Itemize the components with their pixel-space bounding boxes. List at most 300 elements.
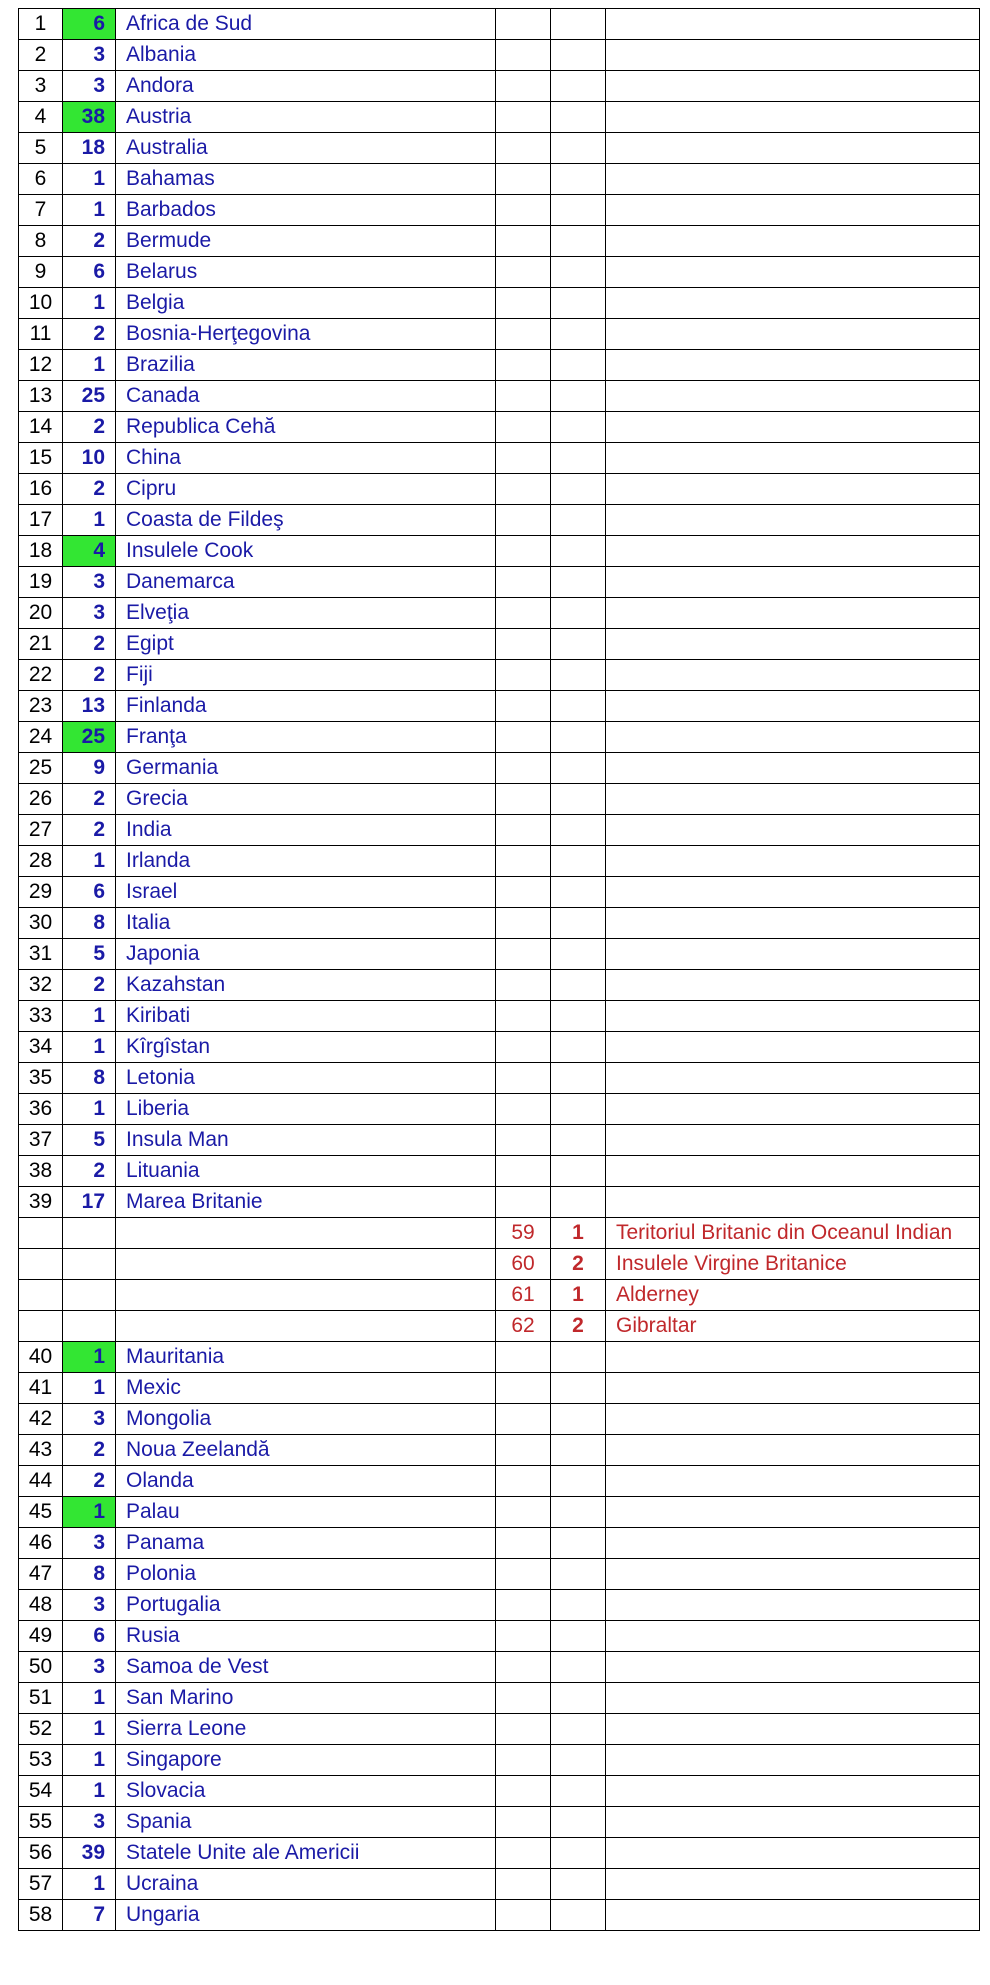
count-cell: 2 [63, 815, 116, 846]
country-name-cell: Palau [116, 1497, 496, 1528]
sub-number-cell [496, 133, 551, 164]
count-cell: 3 [63, 1528, 116, 1559]
sub-number-cell [496, 629, 551, 660]
row-number-cell: 3 [19, 71, 63, 102]
sub-number-cell [496, 1404, 551, 1435]
country-name-cell: Coasta de Fildeş [116, 505, 496, 536]
sub-count-cell [551, 629, 606, 660]
country-row [19, 381, 980, 412]
row-number-cell: 1 [19, 9, 63, 40]
country-row [19, 133, 980, 164]
sub-count-cell [551, 412, 606, 443]
sub-number-cell [496, 877, 551, 908]
count-cell: 13 [63, 691, 116, 722]
sub-number-cell [496, 1063, 551, 1094]
sub-count-cell: 1 [551, 1280, 606, 1311]
sub-count-cell [551, 908, 606, 939]
sub-name-cell [606, 970, 980, 1001]
country-name-cell: Mauritania [116, 1342, 496, 1373]
sub-number-cell [496, 536, 551, 567]
count-cell: 39 [63, 1838, 116, 1869]
row-number-cell: 53 [19, 1745, 63, 1776]
sub-name-cell [606, 443, 980, 474]
country-row [19, 1342, 980, 1373]
sub-count-cell [551, 1776, 606, 1807]
sub-count-cell [551, 1559, 606, 1590]
country-row [19, 102, 980, 133]
country-name-cell: China [116, 443, 496, 474]
sub-count-cell [551, 1094, 606, 1125]
country-name-cell: Liberia [116, 1094, 496, 1125]
sub-number-cell: 59 [496, 1218, 551, 1249]
country-row [19, 1187, 980, 1218]
row-number-cell: 50 [19, 1652, 63, 1683]
sub-name-cell [606, 1156, 980, 1187]
country-row [19, 846, 980, 877]
countries-table-body [19, 9, 980, 1931]
row-number-cell: 35 [19, 1063, 63, 1094]
sub-count-cell [551, 1869, 606, 1900]
count-cell: 8 [63, 1063, 116, 1094]
country-name-cell: Ucraina [116, 1869, 496, 1900]
sub-number-cell [496, 1466, 551, 1497]
country-name-cell: Franţa [116, 722, 496, 753]
count-cell: 1 [63, 1869, 116, 1900]
country-row [19, 691, 980, 722]
row-number-cell: 12 [19, 350, 63, 381]
sub-count-cell [551, 319, 606, 350]
sub-name-cell [606, 1404, 980, 1435]
sub-count-cell [551, 1497, 606, 1528]
count-cell: 38 [63, 102, 116, 133]
count-cell: 3 [63, 1652, 116, 1683]
sub-number-cell [496, 257, 551, 288]
sub-number-cell [496, 660, 551, 691]
sub-name-cell [606, 1683, 980, 1714]
sub-number-cell [496, 1342, 551, 1373]
sub-name-cell [606, 877, 980, 908]
sub-number-cell [496, 970, 551, 1001]
row-number-cell: 51 [19, 1683, 63, 1714]
count-cell: 1 [63, 1094, 116, 1125]
sub-number-cell [496, 1869, 551, 1900]
count-cell: 1 [63, 1342, 116, 1373]
country-row [19, 257, 980, 288]
country-row [19, 1900, 980, 1931]
country-name-cell: Israel [116, 877, 496, 908]
row-number-cell: 28 [19, 846, 63, 877]
row-number-cell: 52 [19, 1714, 63, 1745]
count-cell: 17 [63, 1187, 116, 1218]
row-number-cell: 43 [19, 1435, 63, 1466]
count-cell: 2 [63, 784, 116, 815]
sub-count-cell [551, 877, 606, 908]
country-row [19, 1528, 980, 1559]
row-number-cell: 42 [19, 1404, 63, 1435]
sub-count-cell [551, 1652, 606, 1683]
count-cell: 5 [63, 1125, 116, 1156]
sub-count-cell [551, 784, 606, 815]
sub-number-cell [496, 567, 551, 598]
country-name-cell: Kiribati [116, 1001, 496, 1032]
country-name-cell: Samoa de Vest [116, 1652, 496, 1683]
sub-number-cell [496, 846, 551, 877]
row-number-cell: 8 [19, 226, 63, 257]
sub-name-cell [606, 815, 980, 846]
sub-number-cell [496, 1528, 551, 1559]
country-name-cell: Austria [116, 102, 496, 133]
country-name-cell: Andora [116, 71, 496, 102]
sub-count-cell [551, 1187, 606, 1218]
country-name-cell: Slovacia [116, 1776, 496, 1807]
country-row [19, 226, 980, 257]
sub-number-cell [496, 1497, 551, 1528]
row-number-cell [19, 1280, 63, 1311]
count-cell: 2 [63, 226, 116, 257]
sub-number-cell [496, 195, 551, 226]
sub-number-cell [496, 753, 551, 784]
sub-count-cell [551, 1466, 606, 1497]
sub-number-cell [496, 102, 551, 133]
count-cell [63, 1311, 116, 1342]
country-row [19, 1745, 980, 1776]
country-name-cell: Kîrgîstan [116, 1032, 496, 1063]
country-row [19, 319, 980, 350]
sub-number-cell [496, 71, 551, 102]
sub-name-cell [606, 412, 980, 443]
country-row [19, 1435, 980, 1466]
count-cell: 1 [63, 288, 116, 319]
country-row [19, 598, 980, 629]
sub-number-cell [496, 598, 551, 629]
sub-name-cell [606, 1807, 980, 1838]
count-cell: 8 [63, 908, 116, 939]
sub-number-cell [496, 1559, 551, 1590]
sub-count-cell [551, 691, 606, 722]
sub-name-cell: Insulele Virgine Britanice [606, 1249, 980, 1280]
row-number-cell [19, 1311, 63, 1342]
sub-name-cell [606, 381, 980, 412]
sub-number-cell [496, 443, 551, 474]
sub-count-cell [551, 164, 606, 195]
country-row [19, 660, 980, 691]
sub-name-cell [606, 1466, 980, 1497]
count-cell: 3 [63, 71, 116, 102]
country-name-cell [116, 1280, 496, 1311]
sub-number-cell [496, 9, 551, 40]
row-number-cell: 36 [19, 1094, 63, 1125]
sub-count-cell [551, 1404, 606, 1435]
sub-number-cell [496, 1652, 551, 1683]
row-number-cell: 32 [19, 970, 63, 1001]
sub-count-cell [551, 1714, 606, 1745]
country-name-cell: Bahamas [116, 164, 496, 195]
sub-number-cell [496, 1001, 551, 1032]
sub-number-cell [496, 1590, 551, 1621]
row-number-cell: 46 [19, 1528, 63, 1559]
country-row [19, 443, 980, 474]
sub-number-cell [496, 722, 551, 753]
country-name-cell: Bosnia-Herţegovina [116, 319, 496, 350]
countries-table [18, 8, 980, 1931]
country-name-cell [116, 1249, 496, 1280]
country-row [19, 71, 980, 102]
sub-count-cell [551, 1373, 606, 1404]
sub-count-cell [551, 1063, 606, 1094]
country-row [19, 1001, 980, 1032]
sub-name-cell [606, 536, 980, 567]
country-row [19, 1125, 980, 1156]
country-name-cell: Singapore [116, 1745, 496, 1776]
sub-name-cell [606, 1745, 980, 1776]
country-name-cell: Letonia [116, 1063, 496, 1094]
country-row [19, 753, 980, 784]
country-name-cell: Republica Cehă [116, 412, 496, 443]
country-name-cell: Germania [116, 753, 496, 784]
row-number-cell: 48 [19, 1590, 63, 1621]
sub-count-cell [551, 753, 606, 784]
count-cell: 1 [63, 1373, 116, 1404]
sub-number-cell [496, 505, 551, 536]
sub-name-cell [606, 71, 980, 102]
sub-count-cell: 1 [551, 1218, 606, 1249]
country-name-cell: Panama [116, 1528, 496, 1559]
sub-name-cell [606, 257, 980, 288]
country-name-cell: Brazilia [116, 350, 496, 381]
country-row [19, 1032, 980, 1063]
sub-name-cell [606, 1869, 980, 1900]
country-name-cell: Rusia [116, 1621, 496, 1652]
country-name-cell: Canada [116, 381, 496, 412]
sub-name-cell [606, 1559, 980, 1590]
sub-number-cell [496, 1187, 551, 1218]
row-number-cell: 58 [19, 1900, 63, 1931]
country-row [19, 722, 980, 753]
sub-name-cell: Alderney [606, 1280, 980, 1311]
row-number-cell: 49 [19, 1621, 63, 1652]
sub-name-cell [606, 1776, 980, 1807]
sub-number-cell [496, 288, 551, 319]
country-row [19, 40, 980, 71]
sub-number-cell: 60 [496, 1249, 551, 1280]
count-cell: 1 [63, 1776, 116, 1807]
country-row [19, 1094, 980, 1125]
count-cell: 6 [63, 877, 116, 908]
sub-count-cell [551, 350, 606, 381]
country-row [19, 908, 980, 939]
row-number-cell: 33 [19, 1001, 63, 1032]
country-row [19, 412, 980, 443]
sub-name-cell [606, 598, 980, 629]
sub-count-cell: 2 [551, 1311, 606, 1342]
sub-name-cell [606, 722, 980, 753]
sub-count-cell [551, 1125, 606, 1156]
country-row [19, 288, 980, 319]
sub-name-cell [606, 1187, 980, 1218]
sub-number-cell [496, 164, 551, 195]
country-name-cell: Marea Britanie [116, 1187, 496, 1218]
country-name-cell: Elveţia [116, 598, 496, 629]
row-number-cell: 54 [19, 1776, 63, 1807]
count-cell: 1 [63, 1714, 116, 1745]
sub-count-cell [551, 9, 606, 40]
sub-name-cell [606, 505, 980, 536]
sub-count-cell [551, 1621, 606, 1652]
sub-name-cell [606, 133, 980, 164]
sub-number-cell [496, 784, 551, 815]
count-cell [63, 1218, 116, 1249]
country-row [19, 1559, 980, 1590]
sub-count-cell [551, 1590, 606, 1621]
row-number-cell: 41 [19, 1373, 63, 1404]
sub-count-cell [551, 1032, 606, 1063]
sub-name-cell [606, 226, 980, 257]
country-name-cell: Sierra Leone [116, 1714, 496, 1745]
country-row [19, 505, 980, 536]
sub-count-cell [551, 1342, 606, 1373]
sub-number-cell [496, 1094, 551, 1125]
count-cell: 1 [63, 164, 116, 195]
row-number-cell: 4 [19, 102, 63, 133]
sub-name-cell [606, 1497, 980, 1528]
row-number-cell: 11 [19, 319, 63, 350]
sub-name-cell [606, 164, 980, 195]
country-name-cell: Cipru [116, 474, 496, 505]
sub-number-cell [496, 1156, 551, 1187]
sub-name-cell [606, 474, 980, 505]
count-cell: 6 [63, 9, 116, 40]
country-row [19, 474, 980, 505]
country-name-cell: San Marino [116, 1683, 496, 1714]
sub-name-cell [606, 1435, 980, 1466]
sub-name-cell [606, 1063, 980, 1094]
sub-name-cell [606, 350, 980, 381]
sub-count-cell [551, 288, 606, 319]
row-number-cell: 13 [19, 381, 63, 412]
sub-count-cell [551, 846, 606, 877]
country-row [19, 815, 980, 846]
sub-count-cell [551, 536, 606, 567]
country-row [19, 1063, 980, 1094]
country-name-cell: Lituania [116, 1156, 496, 1187]
sub-name-cell [606, 1528, 980, 1559]
count-cell [63, 1280, 116, 1311]
sub-name-cell [606, 40, 980, 71]
sub-name-cell [606, 9, 980, 40]
sub-territory-row [19, 1311, 980, 1342]
row-number-cell: 25 [19, 753, 63, 784]
row-number-cell: 10 [19, 288, 63, 319]
sub-name-cell [606, 1342, 980, 1373]
sub-name-cell [606, 1373, 980, 1404]
country-name-cell [116, 1218, 496, 1249]
count-cell [63, 1249, 116, 1280]
row-number-cell: 14 [19, 412, 63, 443]
row-number-cell: 16 [19, 474, 63, 505]
row-number-cell: 2 [19, 40, 63, 71]
sub-name-cell [606, 1094, 980, 1125]
sub-number-cell [496, 1745, 551, 1776]
sub-number-cell [496, 474, 551, 505]
sub-name-cell [606, 753, 980, 784]
country-name-cell: Olanda [116, 1466, 496, 1497]
sub-count-cell [551, 505, 606, 536]
country-name-cell: Barbados [116, 195, 496, 226]
sub-count-cell [551, 1435, 606, 1466]
country-row [19, 1621, 980, 1652]
sub-name-cell [606, 1590, 980, 1621]
count-cell: 25 [63, 381, 116, 412]
count-cell: 1 [63, 1497, 116, 1528]
country-row [19, 1838, 980, 1869]
country-name-cell: Kazahstan [116, 970, 496, 1001]
country-row [19, 1497, 980, 1528]
country-name-cell: Portugalia [116, 1590, 496, 1621]
country-row [19, 1373, 980, 1404]
sub-count-cell [551, 567, 606, 598]
row-number-cell: 17 [19, 505, 63, 536]
country-name-cell: Ungaria [116, 1900, 496, 1931]
country-row [19, 1683, 980, 1714]
count-cell: 25 [63, 722, 116, 753]
country-row [19, 1652, 980, 1683]
count-cell: 1 [63, 195, 116, 226]
country-row [19, 567, 980, 598]
sub-name-cell [606, 1714, 980, 1745]
sub-count-cell [551, 815, 606, 846]
count-cell: 2 [63, 970, 116, 1001]
sub-name-cell [606, 1838, 980, 1869]
sub-count-cell [551, 660, 606, 691]
country-row [19, 1466, 980, 1497]
sub-name-cell [606, 319, 980, 350]
country-name-cell: Danemarca [116, 567, 496, 598]
sub-territory-row [19, 1249, 980, 1280]
count-cell: 3 [63, 1590, 116, 1621]
count-cell: 1 [63, 1683, 116, 1714]
count-cell: 18 [63, 133, 116, 164]
row-number-cell: 18 [19, 536, 63, 567]
sub-count-cell [551, 474, 606, 505]
sub-name-cell [606, 288, 980, 319]
country-name-cell: Fiji [116, 660, 496, 691]
sub-count-cell [551, 1807, 606, 1838]
sub-count-cell [551, 133, 606, 164]
sub-count-cell [551, 722, 606, 753]
country-name-cell: Egipt [116, 629, 496, 660]
sub-name-cell [606, 629, 980, 660]
sub-number-cell [496, 1776, 551, 1807]
sub-name-cell [606, 567, 980, 598]
sub-number-cell [496, 1435, 551, 1466]
row-number-cell: 27 [19, 815, 63, 846]
sub-number-cell [496, 1032, 551, 1063]
country-name-cell: Statele Unite ale Americii [116, 1838, 496, 1869]
sub-name-cell [606, 691, 980, 722]
count-cell: 2 [63, 319, 116, 350]
country-name-cell: Africa de Sud [116, 9, 496, 40]
sub-number-cell: 61 [496, 1280, 551, 1311]
country-name-cell: Japonia [116, 939, 496, 970]
sub-count-cell [551, 939, 606, 970]
sub-count-cell [551, 1528, 606, 1559]
sub-name-cell [606, 1001, 980, 1032]
count-cell: 1 [63, 1745, 116, 1776]
sub-count-cell [551, 598, 606, 629]
sub-name-cell [606, 1125, 980, 1156]
row-number-cell: 31 [19, 939, 63, 970]
country-row [19, 1869, 980, 1900]
